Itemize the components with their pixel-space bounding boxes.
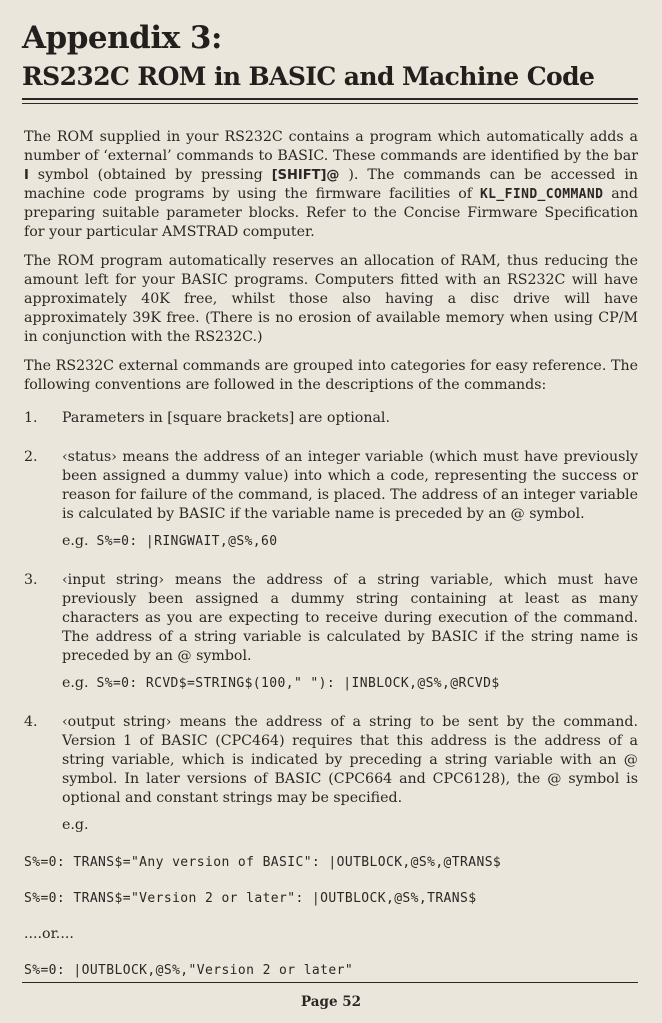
example-label: e.g. xyxy=(62,675,89,691)
example-code: S%=0: |RINGWAIT,@S%,60 xyxy=(96,534,278,549)
ram-paragraph: The ROM program automatically reserves an allocation of RAM, thus reducing the amount left for your BASIC programs. Computers fitted with an RS232C will have approximately 40K free, whilst those also having a disc drive will have approximately 39K free. (There is no erosion of available memory when using CP/M in conjunction with the RS232C.) xyxy=(24,253,638,345)
example-line xyxy=(62,532,638,551)
shift-key-label: [SHIFT]@ xyxy=(271,168,340,183)
list-item-4 xyxy=(24,713,638,835)
or-separator: ....or.... xyxy=(24,926,74,942)
list-text: Parameters in [square brackets] are optional. xyxy=(62,410,390,426)
code-line: S%=0: TRANS$="Version 2 or later": |OUTBLOCK,@S%,TRANS$ xyxy=(24,891,477,906)
list-item-1 xyxy=(24,409,638,428)
list-item-3 xyxy=(24,571,638,693)
conventions-paragraph: The RS232C external commands are grouped into categories for easy reference. The following conventions are followed in the descriptions of the commands: xyxy=(24,358,638,393)
example-line xyxy=(62,674,638,693)
header-rule-thin xyxy=(22,103,638,104)
list-text: ‹output string› means the address of a string to be sent by the command. Version 1 of BASIC (CPC464) requires that this address is the address of a string variable, which is indicated by preceding a string variable with an @ symbol. In later versions of BASIC (CPC664 and CPC6128), the @ symbol is optional and constant strings may be specified. xyxy=(62,714,638,806)
appendix-title: Appendix 3: xyxy=(22,20,222,56)
body-content xyxy=(24,128,638,997)
list-number: 4. xyxy=(24,714,38,730)
code-examples xyxy=(24,853,638,980)
bar-symbol: I xyxy=(24,168,29,183)
list-text: ‹input string› means the address of a string variable, which must have previously been assigned a dummy string containing at least as many characters as you are expecting to receive during execution of the command. The address of a string variable is calculated by BASIC if the string name is preceded by an @ symbol. xyxy=(62,572,638,664)
list-number: 2. xyxy=(24,449,38,465)
firmware-command: KL_FIND_COMMAND xyxy=(479,187,604,202)
example-label: e.g. xyxy=(62,817,89,833)
footer-rule xyxy=(22,982,638,983)
list-number: 1. xyxy=(24,410,38,426)
header-rule-thick xyxy=(22,98,638,100)
example-label: e.g. xyxy=(62,533,89,549)
appendix-subtitle: RS232C ROM in BASIC and Machine Code xyxy=(22,62,595,91)
page-number: Page 52 xyxy=(300,994,362,1010)
list-number: 3. xyxy=(24,572,38,588)
code-line: S%=0: TRANS$="Any version of BASIC": |OUTBLOCK,@S%,@TRANS$ xyxy=(24,855,502,870)
list-item-2 xyxy=(24,448,638,551)
intro-paragraph: The ROM supplied in your RS232C contains a program which automatically adds a number of ‘external’ commands to BASIC. These commands are identified by the bar I symbol (obtained by pressing [SHIFT]@ ). The commands can be accessed in machine code programs by using the firmware facilities of KL_FIND_COMMAND and preparing suitable parameter blocks. Refer to the Concise Firmware Specification for your particular AMSTRAD computer. xyxy=(24,129,639,240)
code-line: S%=0: |OUTBLOCK,@S%,"Version 2 or later" xyxy=(24,963,354,978)
example-code: S%=0: RCVD$=STRING$(100," "): |INBLOCK,@S%,@RCVD$ xyxy=(96,676,500,691)
list-text: ‹status› means the address of an integer variable (which must have previously been assigned a dummy value) into which a code, representing the success or reason for failure of the command, is placed. The address of an integer variable is calculated by BASIC if the variable name is preceded by an @ symbol. xyxy=(62,449,638,522)
